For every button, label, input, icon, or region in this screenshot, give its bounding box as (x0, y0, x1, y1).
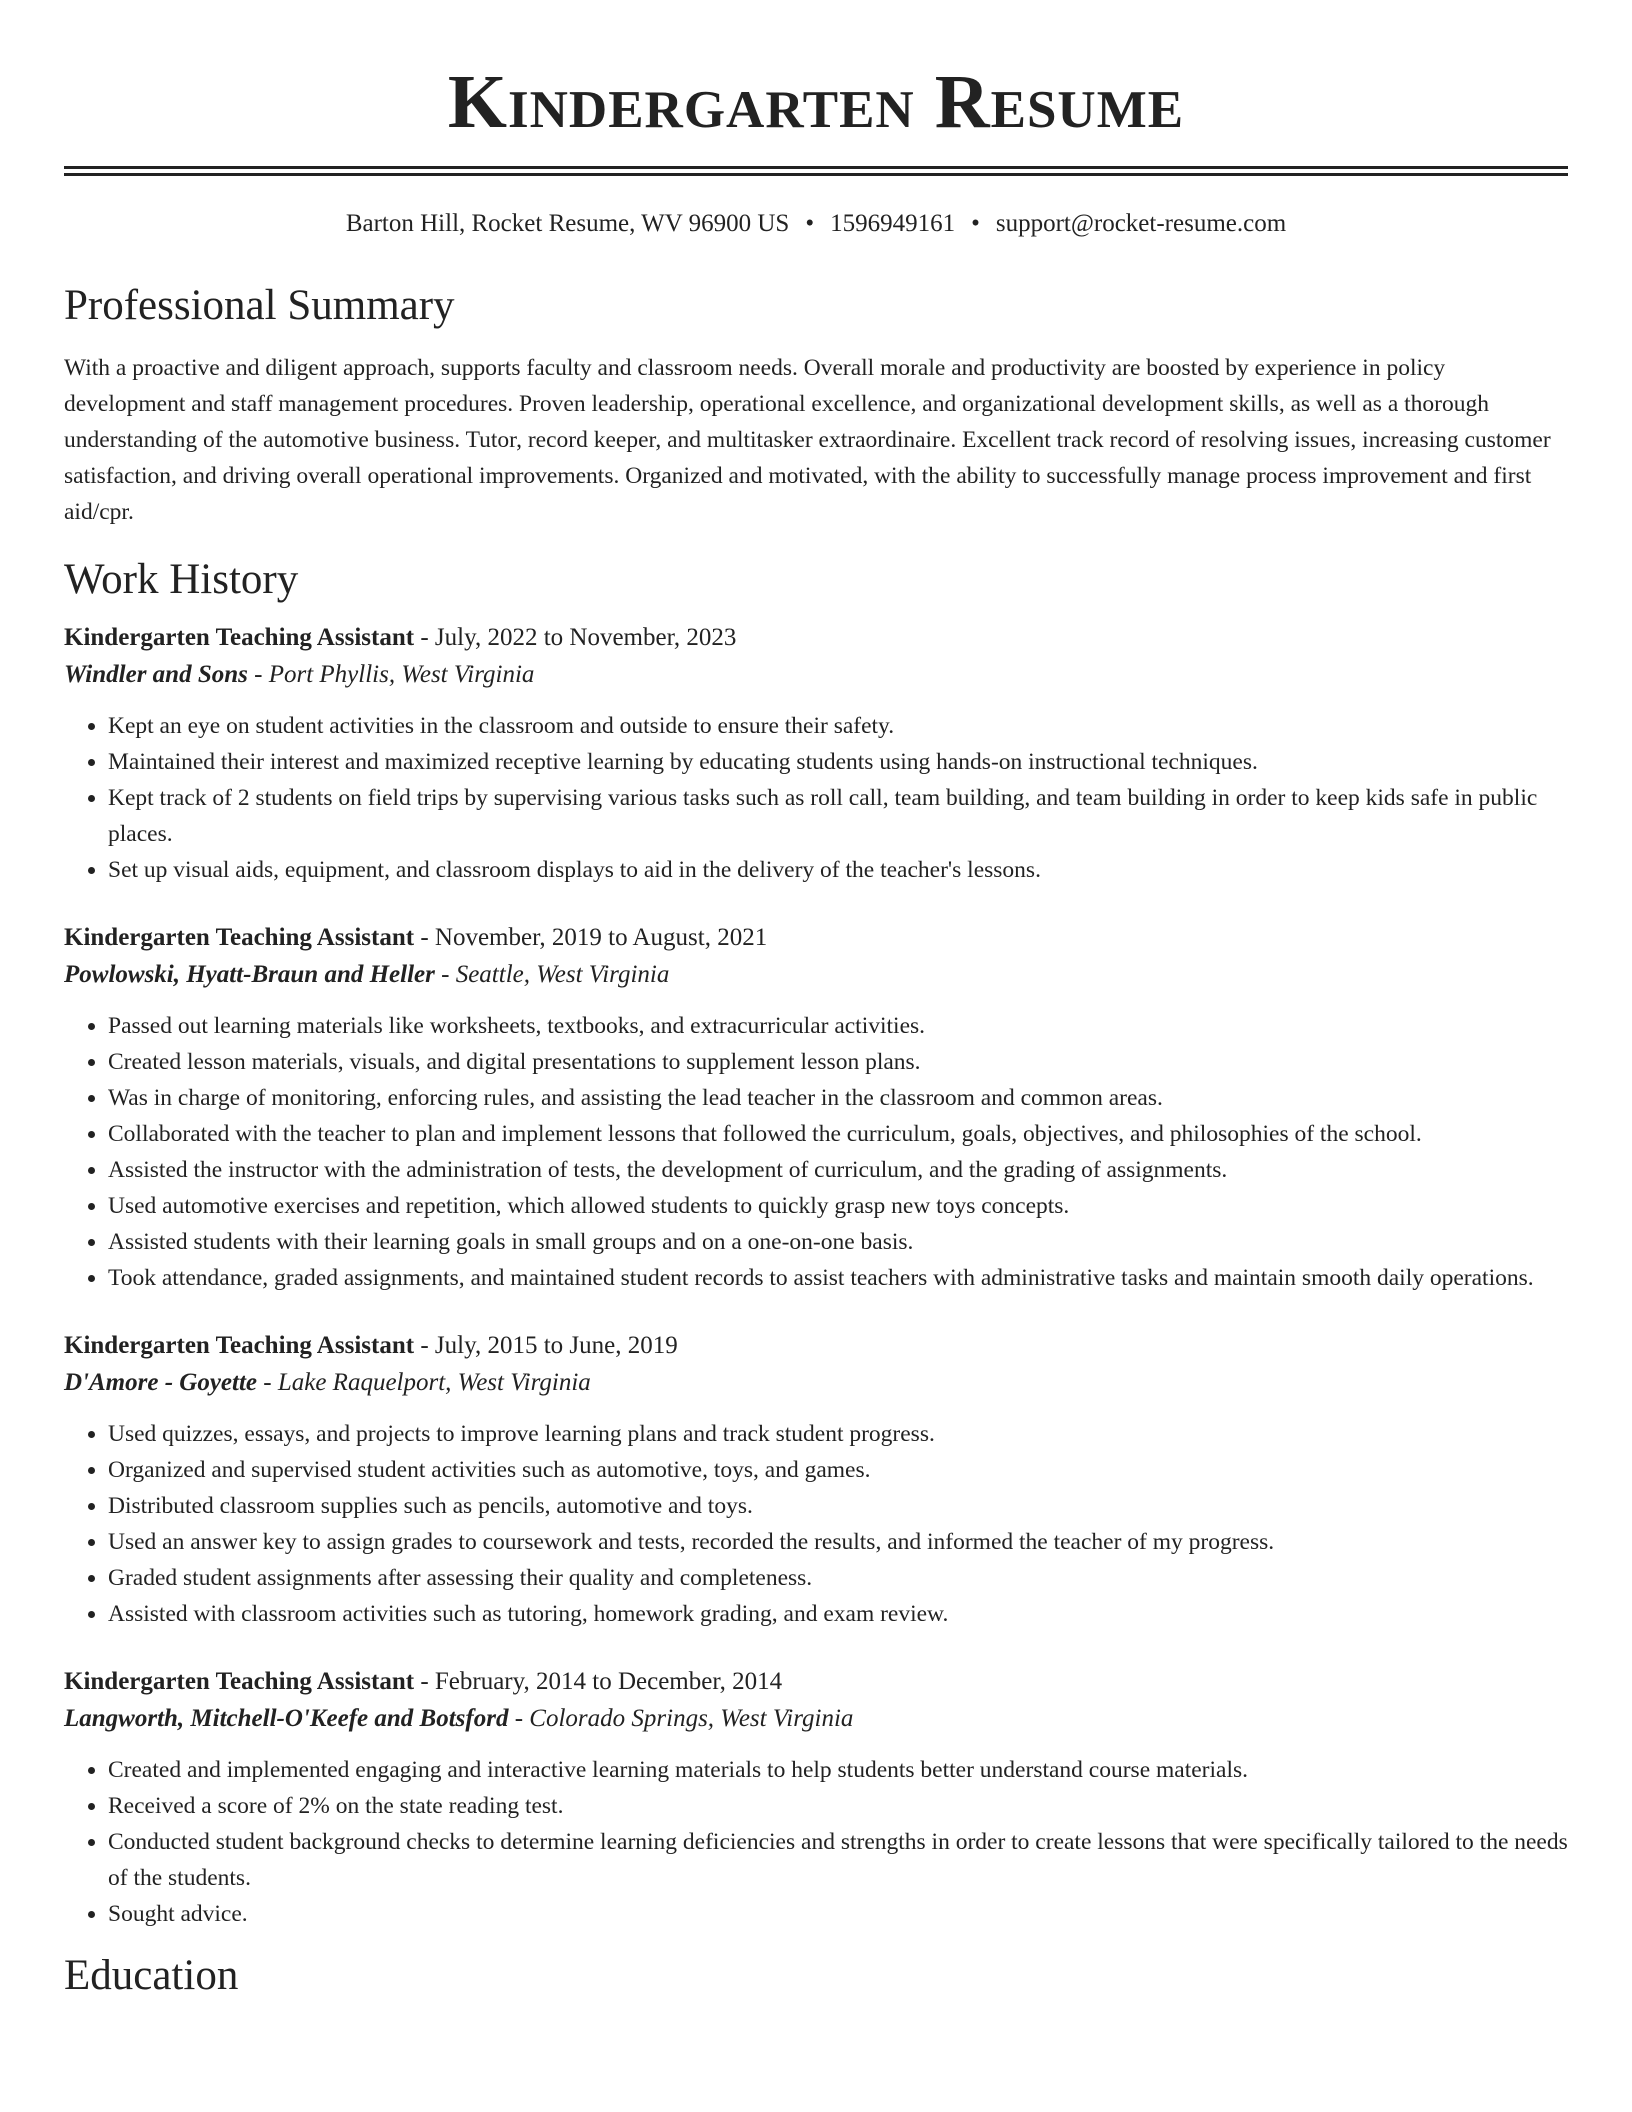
job-company: D'Amore - Goyette (64, 1369, 258, 1396)
job-dates: - February, 2014 to December, 2014 (414, 1668, 783, 1695)
summary-heading: Professional Summary (64, 282, 455, 329)
contact-line (64, 208, 1568, 240)
job-entry (64, 620, 1568, 888)
contact-separator: • (805, 210, 815, 237)
job-company-line (64, 956, 1568, 994)
job-title-line (64, 1328, 1568, 1364)
job-bullet: • Kept track of 2 students on field trips by supervising various tasks such as roll call, team building, and team building in order to keep kids safe in public places. (108, 780, 1568, 852)
job-bullet: • Distributed classroom supplies such as pencils, automotive and toys. (108, 1488, 1568, 1524)
summary-text: With a proactive and diligent approach, supports faculty and classroom needs. Overall morale and productivity are boosted by experience in policy development and staff management procedures. Proven leadership, operational excellence, and organizational development skills, as well as a thorough understanding of the automotive business. Tutor, record keeper, and multitasker extraordinaire. Excellent track record of resolving issues, increasing customer satisfaction, and driving overall operational improvements. Organized and motivated, with the ability to successfully manage process improvement and first aid/cpr. (64, 355, 1551, 525)
job-location: - Lake Raquelport, West Virginia (257, 1369, 591, 1396)
job-dates: - November, 2019 to August, 2021 (414, 924, 768, 951)
job-company: Windler and Sons (64, 661, 248, 688)
job-bullet: • Used an answer key to assign grades to coursework and tests, recorded the results, and informed the teacher of my progress. (108, 1524, 1568, 1560)
job-company-line (64, 1700, 1568, 1738)
contact-separator: • (971, 210, 980, 237)
job-bullet: • Assisted students with their learning goals in small groups and on a one-on-one basis. (108, 1224, 1568, 1260)
job-entry (64, 1328, 1568, 1632)
job-location: - Seattle, West Virginia (434, 961, 670, 988)
job-company-line (64, 1364, 1568, 1402)
job-location: - Colorado Springs, West Virginia (508, 1705, 854, 1732)
job-dates: - July, 2015 to June, 2019 (414, 1332, 678, 1359)
job-bullet: • Used quizzes, essays, and projects to improve learning plans and track student progress. (108, 1416, 1568, 1452)
job-company: Langworth, Mitchell-O'Keefe and Botsford (64, 1705, 509, 1732)
job-location: - Port Phyllis, West Virginia (247, 661, 535, 688)
job-bullet: • Used automotive exercises and repetition, which allowed students to quickly grasp new toys concepts. (108, 1188, 1568, 1224)
job-bullet: • Sought advice. (108, 1896, 1568, 1932)
job-bullets (64, 1752, 1568, 1932)
job-role: Kindergarten Teaching Assistant (64, 1332, 415, 1359)
title-divider (64, 166, 1568, 176)
resume-title: Kindergarten Resume (447, 60, 1185, 144)
job-bullets (64, 1008, 1568, 1296)
job-bullet: • Created lesson materials, visuals, and digital presentations to supplement lesson plans. (108, 1044, 1568, 1080)
job-bullet: • Took attendance, graded assignments, and maintained student records to assist teachers with administrative tasks and maintain smooth daily operations. (108, 1260, 1568, 1296)
job-bullet: • Kept an eye on student activities in the classroom and outside to ensure their safety. (108, 708, 1568, 744)
job-bullet: • Set up visual aids, equipment, and classroom displays to aid in the delivery of the teacher's lessons. (108, 852, 1568, 888)
job-bullets (64, 1416, 1568, 1632)
job-title-line (64, 1664, 1568, 1700)
job-company: Powlowski, Hyatt-Braun and Heller (64, 961, 435, 988)
work-history-heading: Work History (64, 556, 299, 603)
job-title-line (64, 920, 1568, 956)
job-bullet: • Created and implemented engaging and interactive learning materials to help students better understand course materials. (108, 1752, 1568, 1788)
contact-email: support@rocket-resume.com (995, 210, 1287, 237)
contact-phone: 1596949161 (830, 210, 956, 237)
job-bullet: • Received a score of 2% on the state reading test. (108, 1788, 1568, 1824)
job-title-line (64, 620, 1568, 656)
job-bullet: • Assisted with classroom activities such as tutoring, homework grading, and exam review. (108, 1596, 1568, 1632)
education-heading: Education (64, 1952, 239, 1999)
job-entry (64, 1664, 1568, 1932)
job-bullet: • Passed out learning materials like worksheets, textbooks, and extracurricular activities. (108, 1008, 1568, 1044)
contact-address: Barton Hill, Rocket Resume, WV 96900 US (345, 210, 790, 237)
job-bullet: • Maintained their interest and maximized receptive learning by educating students using hands-on instructional techniques. (108, 744, 1568, 780)
job-role: Kindergarten Teaching Assistant (64, 924, 415, 951)
job-role: Kindergarten Teaching Assistant (64, 624, 415, 651)
job-bullet: • Was in charge of monitoring, enforcing rules, and assisting the lead teacher in the classroom and common areas. (108, 1080, 1568, 1116)
job-entry (64, 920, 1568, 1296)
job-bullet: • Collaborated with the teacher to plan and implement lessons that followed the curriculum, goals, objectives, and philosophies of the school. (108, 1116, 1568, 1152)
job-company-line (64, 656, 1568, 694)
job-bullets (64, 708, 1568, 888)
job-bullet: • Graded student assignments after assessing their quality and completeness. (108, 1560, 1568, 1596)
job-dates: - July, 2022 to November, 2023 (414, 624, 737, 651)
job-role: Kindergarten Teaching Assistant (64, 1668, 415, 1695)
job-bullet: • Organized and supervised student activities such as automotive, toys, and games. (108, 1452, 1568, 1488)
job-bullet: • Assisted the instructor with the administration of tests, the development of curriculum, and the grading of assignments. (108, 1152, 1568, 1188)
job-bullet: • Conducted student background checks to determine learning deficiencies and strengths in order to create lessons that were specifically tailored to the needs of the students. (108, 1824, 1568, 1896)
